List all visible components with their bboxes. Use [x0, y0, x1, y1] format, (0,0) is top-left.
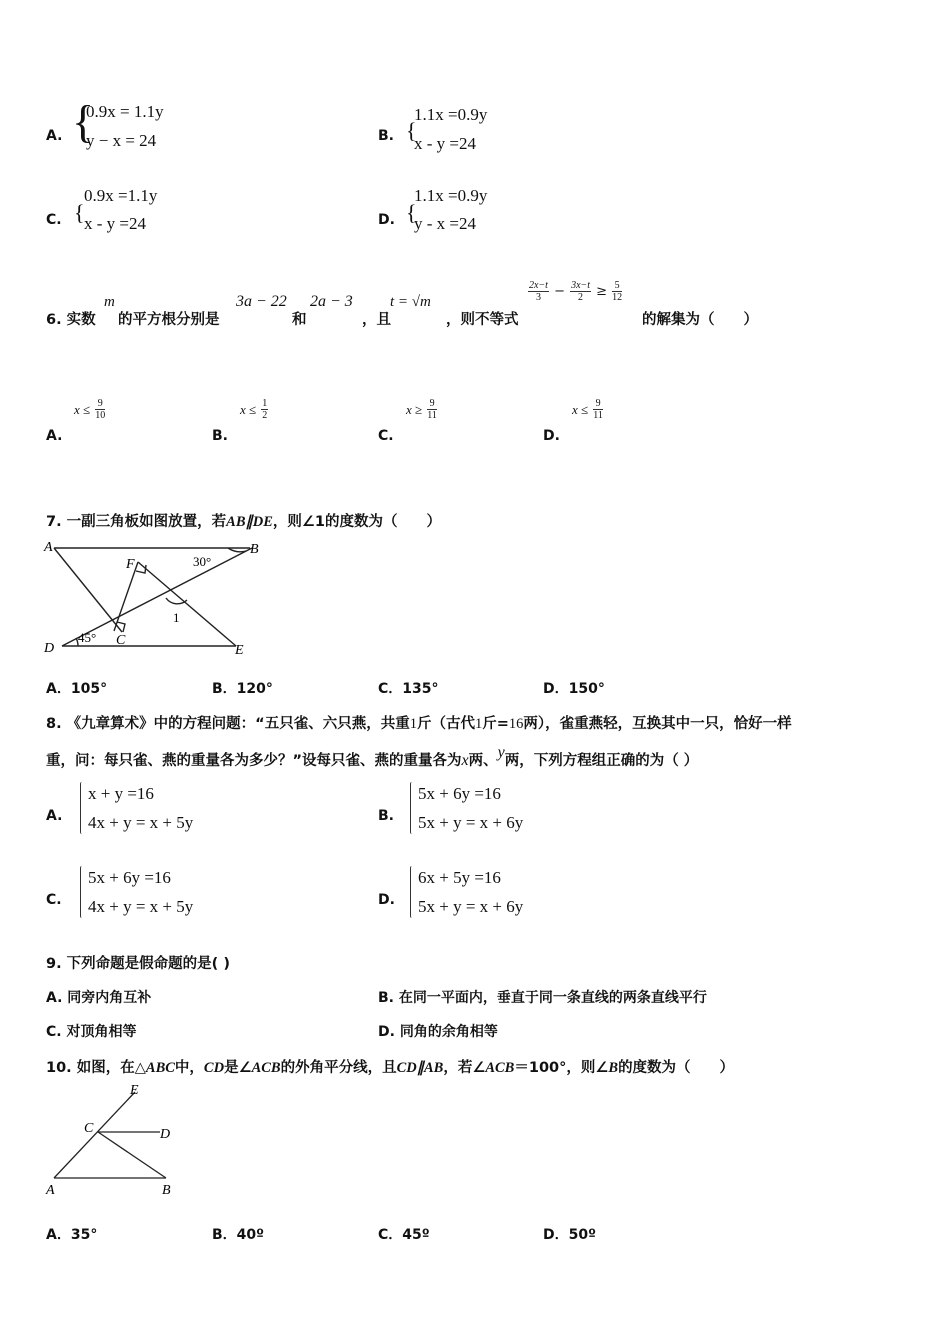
brace-icon: { [74, 200, 85, 225]
q5-option-a-label: A. [46, 128, 63, 144]
q6-number: 6. [46, 312, 62, 328]
q9-option-a: A. 同旁内角互补 [46, 990, 152, 1006]
q8-text-1: 《九章算术》中的方程问题：“五只雀、六只燕，共重 [66, 716, 410, 732]
label-e: E [235, 643, 244, 658]
q6-expr-3: t = √m [390, 294, 431, 310]
q7-math-1: AB∥DE [226, 514, 273, 530]
label-f: F [126, 557, 135, 572]
q5-option-a-eq2: y − x = 24 [86, 131, 157, 150]
q8-text-line2: 重，问：每只雀、燕的重量各为多少？”设每只雀、燕的重量各为 [46, 753, 462, 769]
q10-number: 10. [46, 1060, 72, 1076]
line-f-e [138, 562, 236, 646]
q10-figure [40, 1082, 190, 1202]
q6-text-6: 的解集为（ ） [642, 312, 758, 328]
label-1: 1 [173, 610, 180, 625]
q6-text-2: 的平方根分别是 [118, 312, 220, 328]
label-e: E [130, 1083, 139, 1098]
q8-option-d-eq2: 5x + y = x + 6y [418, 897, 524, 916]
q8-option-d-eq1: 6x + 5y =16 [418, 868, 501, 887]
q5-option-d-eq1: 1.1x =0.9y [414, 186, 488, 205]
label-a: A [44, 540, 53, 555]
q6-text-3: 和 [292, 312, 307, 328]
q8-option-a-eq1: x + y =16 [88, 784, 154, 803]
q8-option-b-eq2: 5x + y = x + 6y [418, 813, 524, 832]
q8-option-b-eq1: 5x + 6y =16 [418, 784, 501, 803]
q6-ineq-f3-den: 12 [612, 292, 623, 303]
q5-option-b-eq1: 1.1x =0.9y [414, 105, 488, 124]
brace-icon [80, 782, 84, 834]
label-c: C [116, 633, 126, 648]
q5-option-d-label: D. [378, 212, 395, 228]
q9-number: 9. [46, 956, 62, 972]
q10-option-b: B．40º [212, 1227, 265, 1243]
right-angle-f [136, 565, 146, 573]
label-b: B [250, 542, 259, 557]
brace-icon [410, 782, 414, 834]
q6-expr-2: 2a − 3 [310, 293, 353, 310]
brace-icon: { [406, 118, 417, 143]
q5-option-c-label: C. [46, 212, 62, 228]
q8-option-a-eq2: 4x + y = x + 5y [88, 813, 194, 832]
q5-option-d-eq2: y - x =24 [414, 214, 476, 233]
q5-option-b-eq2: x - y =24 [414, 134, 476, 153]
q6-ineq-f1-num: 2x−t [529, 280, 548, 291]
q6-option-d-label: D. [543, 428, 560, 444]
q6-ineq-ge: ≥ [596, 284, 608, 299]
q5-option-a-eq1: 0.9x = 1.1y [86, 102, 164, 121]
q6-ineq-f2-den: 2 [578, 292, 584, 303]
line-c-b [98, 1132, 166, 1178]
q8-option-c-eq1: 5x + 6y =16 [88, 868, 171, 887]
q8-option-d-label: D. [378, 892, 395, 908]
brace-icon [80, 866, 84, 918]
q5-option-c-eq1: 0.9x =1.1y [84, 186, 158, 205]
q9-option-d: D. 同角的余角相等 [378, 1024, 498, 1040]
q7-figure [40, 536, 270, 660]
q9-option-c: C. 对顶角相等 [46, 1024, 137, 1040]
q6-option-d-value: x ≤ $\frac{9}{11}$ [572, 398, 603, 421]
q5-option-c-eq2: x - y =24 [84, 214, 146, 233]
q10-option-c: C．45º [378, 1227, 430, 1243]
q8-option-a-label: A. [46, 808, 63, 824]
label-c: C [84, 1121, 94, 1136]
q8-option-c-eq2: 4x + y = x + 5y [88, 897, 194, 916]
q6-ineq-minus: − [554, 284, 565, 299]
brace-icon: { [72, 96, 95, 147]
label-d: D [44, 641, 55, 656]
q7-text-1: 一副三角板如图放置，若 [66, 514, 227, 530]
q6-text-4: ，且 [362, 312, 391, 328]
q6-option-b-label: B. [212, 428, 228, 444]
q7-number: 7. [46, 514, 62, 530]
brace-icon [410, 866, 414, 918]
q8-number: 8. [46, 716, 62, 732]
q9-option-b: B. 在同一平面内，垂直于同一条直线的两条直线平行 [378, 990, 707, 1006]
q7-option-d: D．150° [543, 681, 605, 697]
q8-option-b-label: B. [378, 808, 394, 824]
q10-option-d: D．50º [543, 1227, 597, 1243]
q8-option-c-label: C. [46, 892, 62, 908]
line-a-e [54, 1092, 135, 1178]
q6-option-a-label: A. [46, 428, 63, 444]
q7-option-c: C．135° [378, 681, 439, 697]
q6-var-m: m [104, 294, 115, 310]
q6-expr-1: 3a − 22 [236, 293, 287, 310]
q6-option-a-value: x ≤ $\frac{9}{10}$ [74, 398, 106, 421]
q6-text-1: 实数 [66, 312, 96, 328]
q6-ineq-f3-num: 5 [612, 280, 622, 292]
label-a: A [46, 1183, 55, 1198]
label-d: D [160, 1127, 171, 1142]
q6-ineq-f2-num: 3x−t [571, 280, 591, 291]
q6-option-c-value: x ≥ $\frac{9}{11}$ [406, 398, 437, 421]
line-f-c [114, 562, 138, 631]
q6-ineq-f1-den: 3 [535, 292, 541, 303]
q6-text-5: ，则不等式 [446, 312, 519, 328]
q6-option-b-value: x ≤ $\frac{1}{2}$ [240, 398, 268, 421]
label-b: B [162, 1183, 171, 1198]
line-a-c [54, 548, 122, 632]
q7-option-b: B．120° [212, 681, 273, 697]
brace-icon: { [406, 200, 417, 225]
q10-option-a: A．35° [46, 1227, 98, 1243]
label-30: 30° [193, 554, 212, 569]
q5-option-b-label: B. [378, 128, 394, 144]
q7-text-2: ，则∠1的度数为（ ） [272, 514, 442, 530]
q7-option-a: A．105° [46, 681, 108, 697]
label-45: 45° [78, 630, 97, 645]
q9-text: 下列命题是假命题的是( ) [66, 956, 230, 972]
q6-inequality [528, 280, 622, 303]
q6-option-c-label: C. [378, 428, 394, 444]
